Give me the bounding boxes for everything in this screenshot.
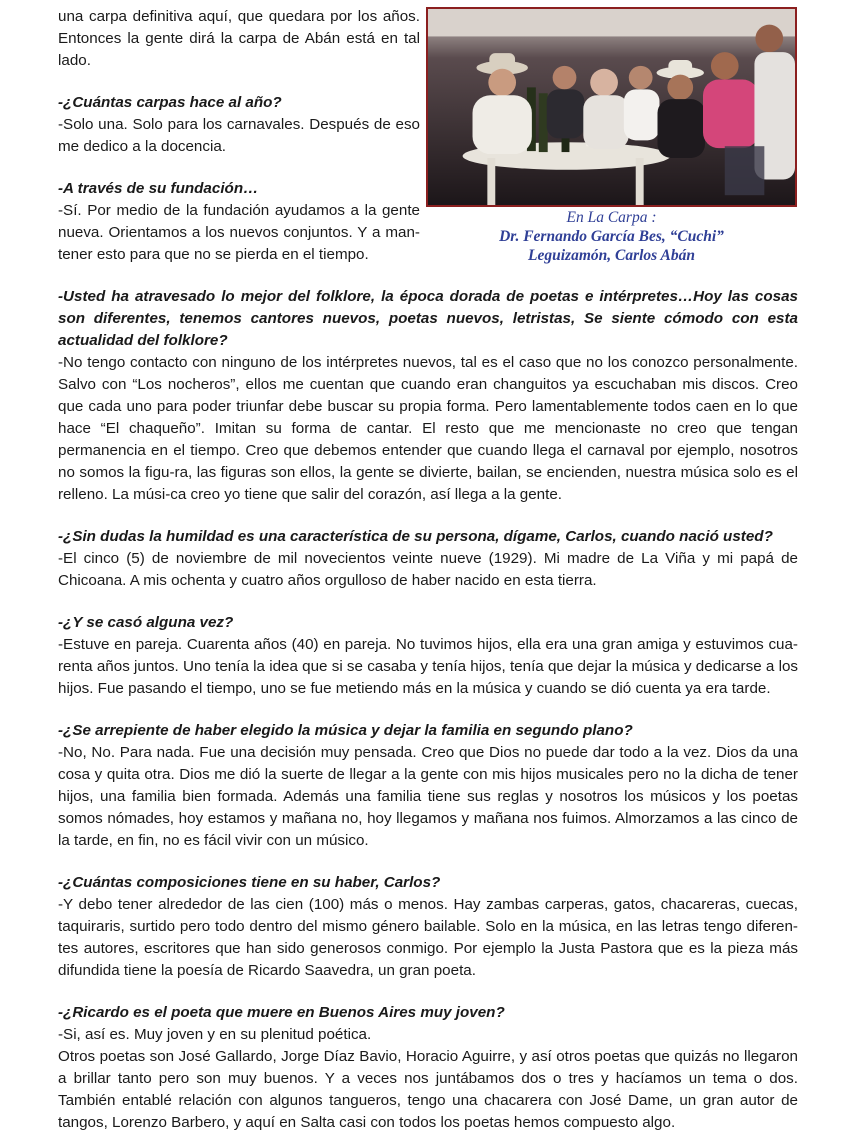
caption-line-2: Dr. Fernando García Bes, “Cuchi” (499, 228, 724, 245)
intro-paragraph: una carpa definitiva aquí, que quedara por los años. Entonces la gente dirá la carpa de Abán está en tal lado. (58, 8, 420, 69)
question-carpas: -¿Cuántas carpas hace al año? (58, 94, 282, 111)
answer-ricardo-extra: Otros poetas son José Gallardo, Jorge Díaz Bavio, Horacio Aguirre, y así otros poetas que quizás no llegaron a brillar tanto pero son muy buenos. Y a veces nos juntábamos dos o tres y hacíamos un tema o dos. También entablé relación con algunos tangueros, tengo una chacarera con José Dame, un gran autor de tangos, Lorenzo Barbero, y aquí en Salta casi con todos los poetas hemos compuesto algo. (58, 1048, 798, 1131)
caption-line-3: Leguizamón, Carlos Abán (528, 247, 695, 264)
qa-section (58, 286, 798, 1134)
question-ricardo: -¿Ricardo es el poeta que muere en Buenos Aires muy joven? (58, 1004, 505, 1021)
question-fundacion: -A través de su fundación… (58, 180, 259, 197)
answer-composiciones: -Y debo tener alrededor de las cien (100) más o menos. Hay zambas carperas, gatos, chacareras, cuecas, taquiraris, surtido pero todo dentro del mismo género bailable. Solo en la música, en las letras tengo diferen-tes autores, escritores que han sido generosos conmigo. Por ejemplo la Justa Pastora que es la pieza más difundida tiene la poesía de Ricardo Saavedra, un gran poeta. (58, 896, 798, 979)
caption-line-1: En La Carpa : (566, 209, 657, 226)
answer-ricardo: -Si, así es. Muy joven y en su plenitud poética. (58, 1026, 372, 1043)
question-nacimiento: -¿Sin dudas la humildad es una característica de su persona, dígame, Carlos, cuando nació usted? (58, 528, 773, 545)
group-photo-illustration (428, 9, 795, 205)
answer-folklore: -No tengo contacto con ninguno de los intérpretes nuevos, tal es el caso que no los conozco personalmente. Salvo con “Los nocheros”, ellos me cuentan que cuando eran changuitos ya escuchaban mis discos. Creo que cada uno para poder triunfar debe buscar su propia forma. Pero lamentablemente todos caen en lo que hace “El chaqueño”. Imitan su forma de cantar. El resto que me mencionaste no creo que tengan permanencia en el tiempo. Creo que debemos entender que cuando llega el carnaval por ejemplo, nosotros no somos la figu-ra, las figuras son ellos, la gente se divierte, bailan, se encienden, nuestra música solo es el relleno. La músi-ca creo yo tiene que salir del corazón, así llega a la gente. (58, 354, 798, 503)
answer-fundacion: -Sí. Por medio de la fundación ayudamos a la gente nueva. Orientamos a los nuevos conjuntos. Y a man-tener esto para que no se pierda en el tiempo. (58, 202, 420, 263)
answer-carpas: -Solo una. Solo para los carnavales. Después de eso me dedico a la docencia. (58, 116, 420, 155)
question-folklore: -Usted ha atravesado lo mejor del folklore, la época dorada de poetas e intérpretes…Hoy las cosas son diferentes, tenemos cantores nuevos, poetas nuevos, letristas, Se siente cómodo con esta actualidad del folklore? (58, 288, 798, 349)
answer-casado: -Estuve en pareja. Cuarenta años (40) en pareja. No tuvimos hijos, ella era una gran amiga y estuvimos cua-renta años juntos. Uno tenía la idea que si se casaba y tenía hijos, tenía que dejar la música y dedicarse a los hijos. Fue pasando el tiempo, uno se fue metiendo más en la música y cuando se dió cuenta ya era tarde. (58, 636, 798, 697)
answer-arrepentimiento: -No, No. Para nada. Fue una decisión muy pensada. Creo que Dios no puede dar todo a la vez. Dios da una cosa y quita otra. Dios me dió la suerte de llegar a la gente con mis hijos musicales pero no la dicha de tener hijos, una familia bien formada. Además una familia tiene sus reglas y nosotros los músicos y los poetas somos nómades, hoy estamos y mañana no, hoy llegamos y mañana nos fuimos. Almorzamos a las cinco de la tarde, en fin, no es fácil vivir con un músico. (58, 744, 798, 849)
question-composiciones: -¿Cuántas composiciones tiene en su haber, Carlos? (58, 874, 441, 891)
intro-column (58, 6, 420, 266)
question-arrepentimiento: -¿Se arrepiente de haber elegido la música y dejar la familia en segundo plano? (58, 722, 633, 739)
photo-caption (426, 208, 797, 265)
group-photo (426, 7, 797, 207)
question-casado: -¿Y se casó alguna vez? (58, 614, 234, 631)
answer-nacimiento: -El cinco (5) de noviembre de mil novecientos veinte nueve (1929). Mi madre de La Viña y mi papá de Chicoana. A mis ochenta y cuatro años orgulloso de haber nacido en esta tierra. (58, 550, 798, 589)
